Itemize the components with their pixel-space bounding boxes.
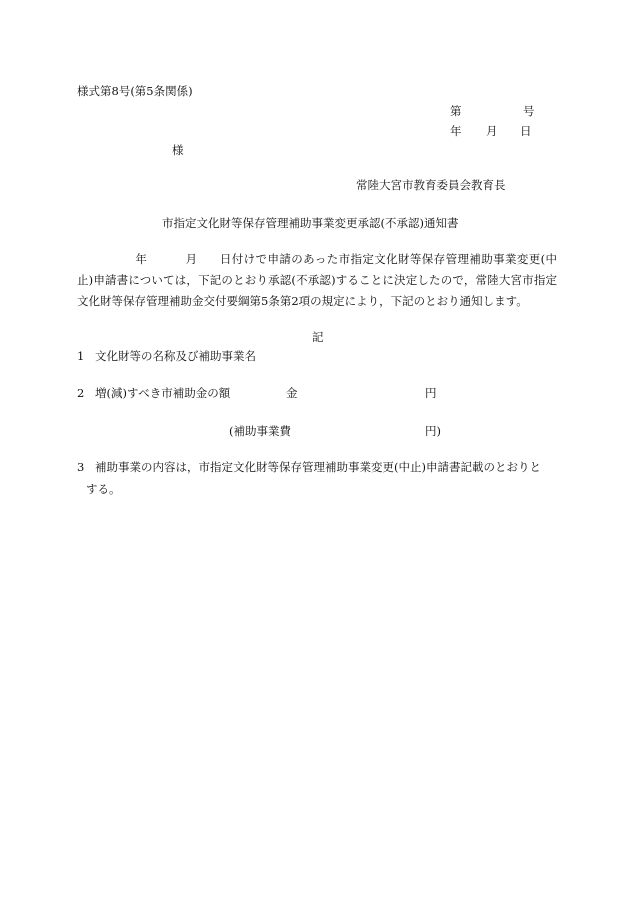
date-day: 日 [520, 124, 532, 138]
issuer: 常陸大宮市教育委員会教育長 [356, 178, 506, 192]
item2-yen: 円 [425, 386, 437, 400]
body-text: 日付けで申請のあった市指定文化財等保存管理補助事業変更(中止)申請書については，下記のとおり承認(不承認)することに決定したので，常陸大宮市指定文化財等保存管理補助金交付要綱第5条第2項の規定により，下記のとおり通知します。 [77, 252, 557, 308]
project-cost-yen: 円) [425, 424, 441, 438]
project-cost-label: (補助事業費 [229, 424, 291, 438]
item2-number: 2 [77, 386, 85, 400]
doc-number-prefix: 第 [450, 104, 462, 118]
item1-text: 文化財等の名称及び補助事業名 [95, 349, 256, 363]
item2-kin: 金 [286, 386, 298, 400]
body-year: 年 [135, 252, 148, 266]
addressee-suffix: 様 [172, 143, 184, 157]
item3-number: 3 [77, 460, 85, 474]
item2-text: 増(減)すべき市補助金の額 [95, 386, 231, 400]
item3-continuation: する。 [86, 482, 121, 496]
doc-number-suffix: 号 [523, 104, 535, 118]
item3-text: 補助事業の内容は，市指定文化財等保存管理補助事業変更(中止)申請書記載のとおりと [95, 460, 541, 474]
date-year: 年 [450, 124, 462, 138]
item1-number: 1 [77, 349, 85, 363]
body-month: 月 [185, 252, 198, 266]
form-label: 様式第8号(第5条関係) [77, 84, 193, 98]
ki-label: 記 [312, 330, 324, 344]
document-title: 市指定文化財等保存管理補助事業変更承認(不承認)通知書 [162, 216, 459, 230]
body-paragraph [77, 249, 557, 312]
date-month: 月 [486, 124, 498, 138]
